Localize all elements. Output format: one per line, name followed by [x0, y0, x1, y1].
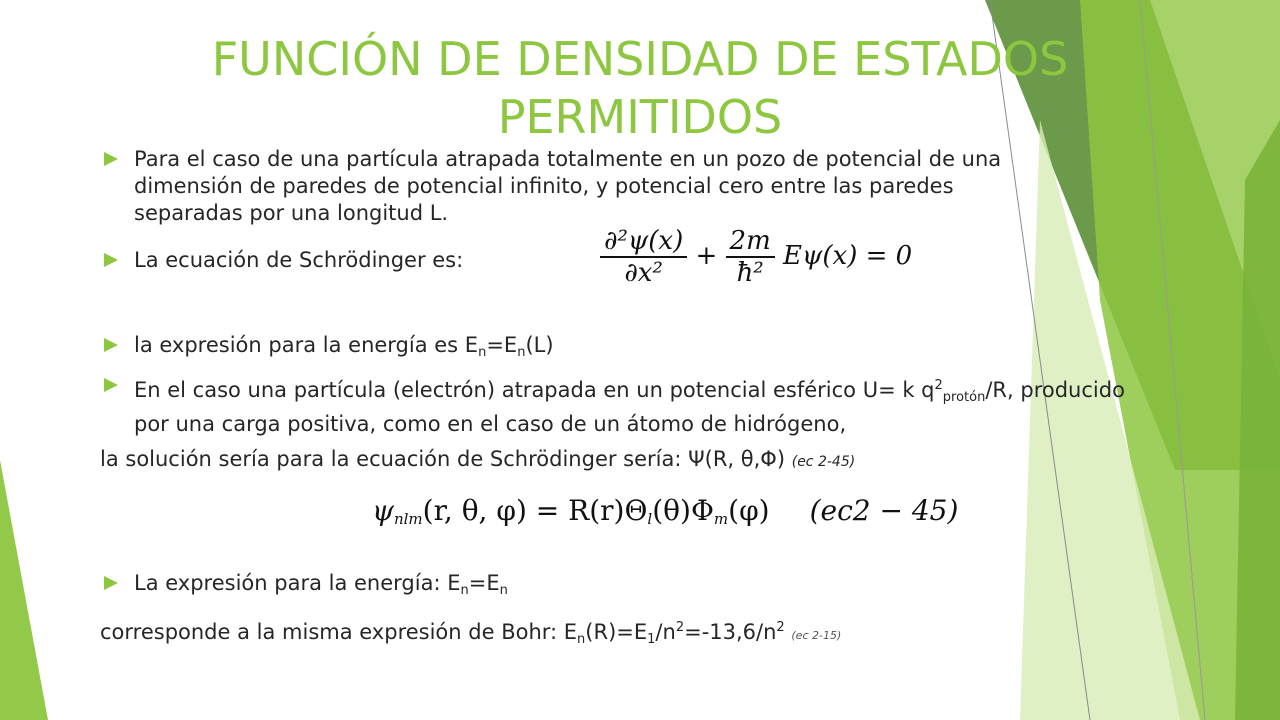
schrodinger-equation [600, 226, 912, 288]
bullet-arrow-icon [104, 576, 118, 590]
bullet-arrow-icon [104, 338, 118, 352]
numerator-1: ∂²ψ(x) [600, 226, 687, 258]
bullet-arrow-icon [104, 152, 118, 166]
wavefunction-equation: $\psi_{nlm}(r$, θ, $\varphi) = R(r)\Theta_l(\theta)\Phi_m(\varphi) (ec2 - 45)$ [372, 494, 959, 528]
plus-sign: + [695, 241, 718, 271]
equation-rest: Eψ(x) = 0 [783, 241, 913, 271]
bullet-text-6: La expresión para la energía: $E_n=E_n$ [134, 571, 508, 598]
slide-title: FUNCIÓN DE DENSIDAD DE ESTADOS PERMITIDOS [211, 32, 1069, 144]
bullet-text-1: Para el caso de una partícula atrapada totalmente en un pozo de potencial de una dimensión de paredes de potencial infinito, y potencial cero entre las paredes separadas por una longitud L. [134, 147, 1002, 225]
numerator-2: 2m [726, 226, 775, 258]
bullet-text-4: En el caso una partícula (electrón) atrapada en un potencial esférico U= k $q^2_{protón}/R$, producido por una carga positiva, como en el caso de un átomo de hidrógeno, [134, 378, 1125, 436]
bullet-text-3: la expresión para la energía es $E_n=E_n(L)$ [134, 333, 554, 360]
fraction-2 [726, 226, 775, 288]
denominator-1: ∂x² [624, 258, 663, 288]
fraction-1 [600, 226, 687, 288]
bullet-text-2: La ecuación de Schrödinger es: [134, 248, 464, 272]
bohr-line: corresponde a la misma expresión de Bohr: $E_n(R)=E_1/n^2=-13,6/n^2$ (ec 2-15) [100, 620, 842, 647]
bullet-arrow-icon [104, 378, 118, 392]
bullet-arrow-icon [104, 253, 118, 267]
solution-line: la solución sería para la ecuación de Schrödinger sería: Ψ(R, θ,Φ) (ec 2-45) [100, 447, 856, 471]
left-green-stripe [0, 460, 48, 720]
denominator-2: ħ² [736, 258, 764, 288]
